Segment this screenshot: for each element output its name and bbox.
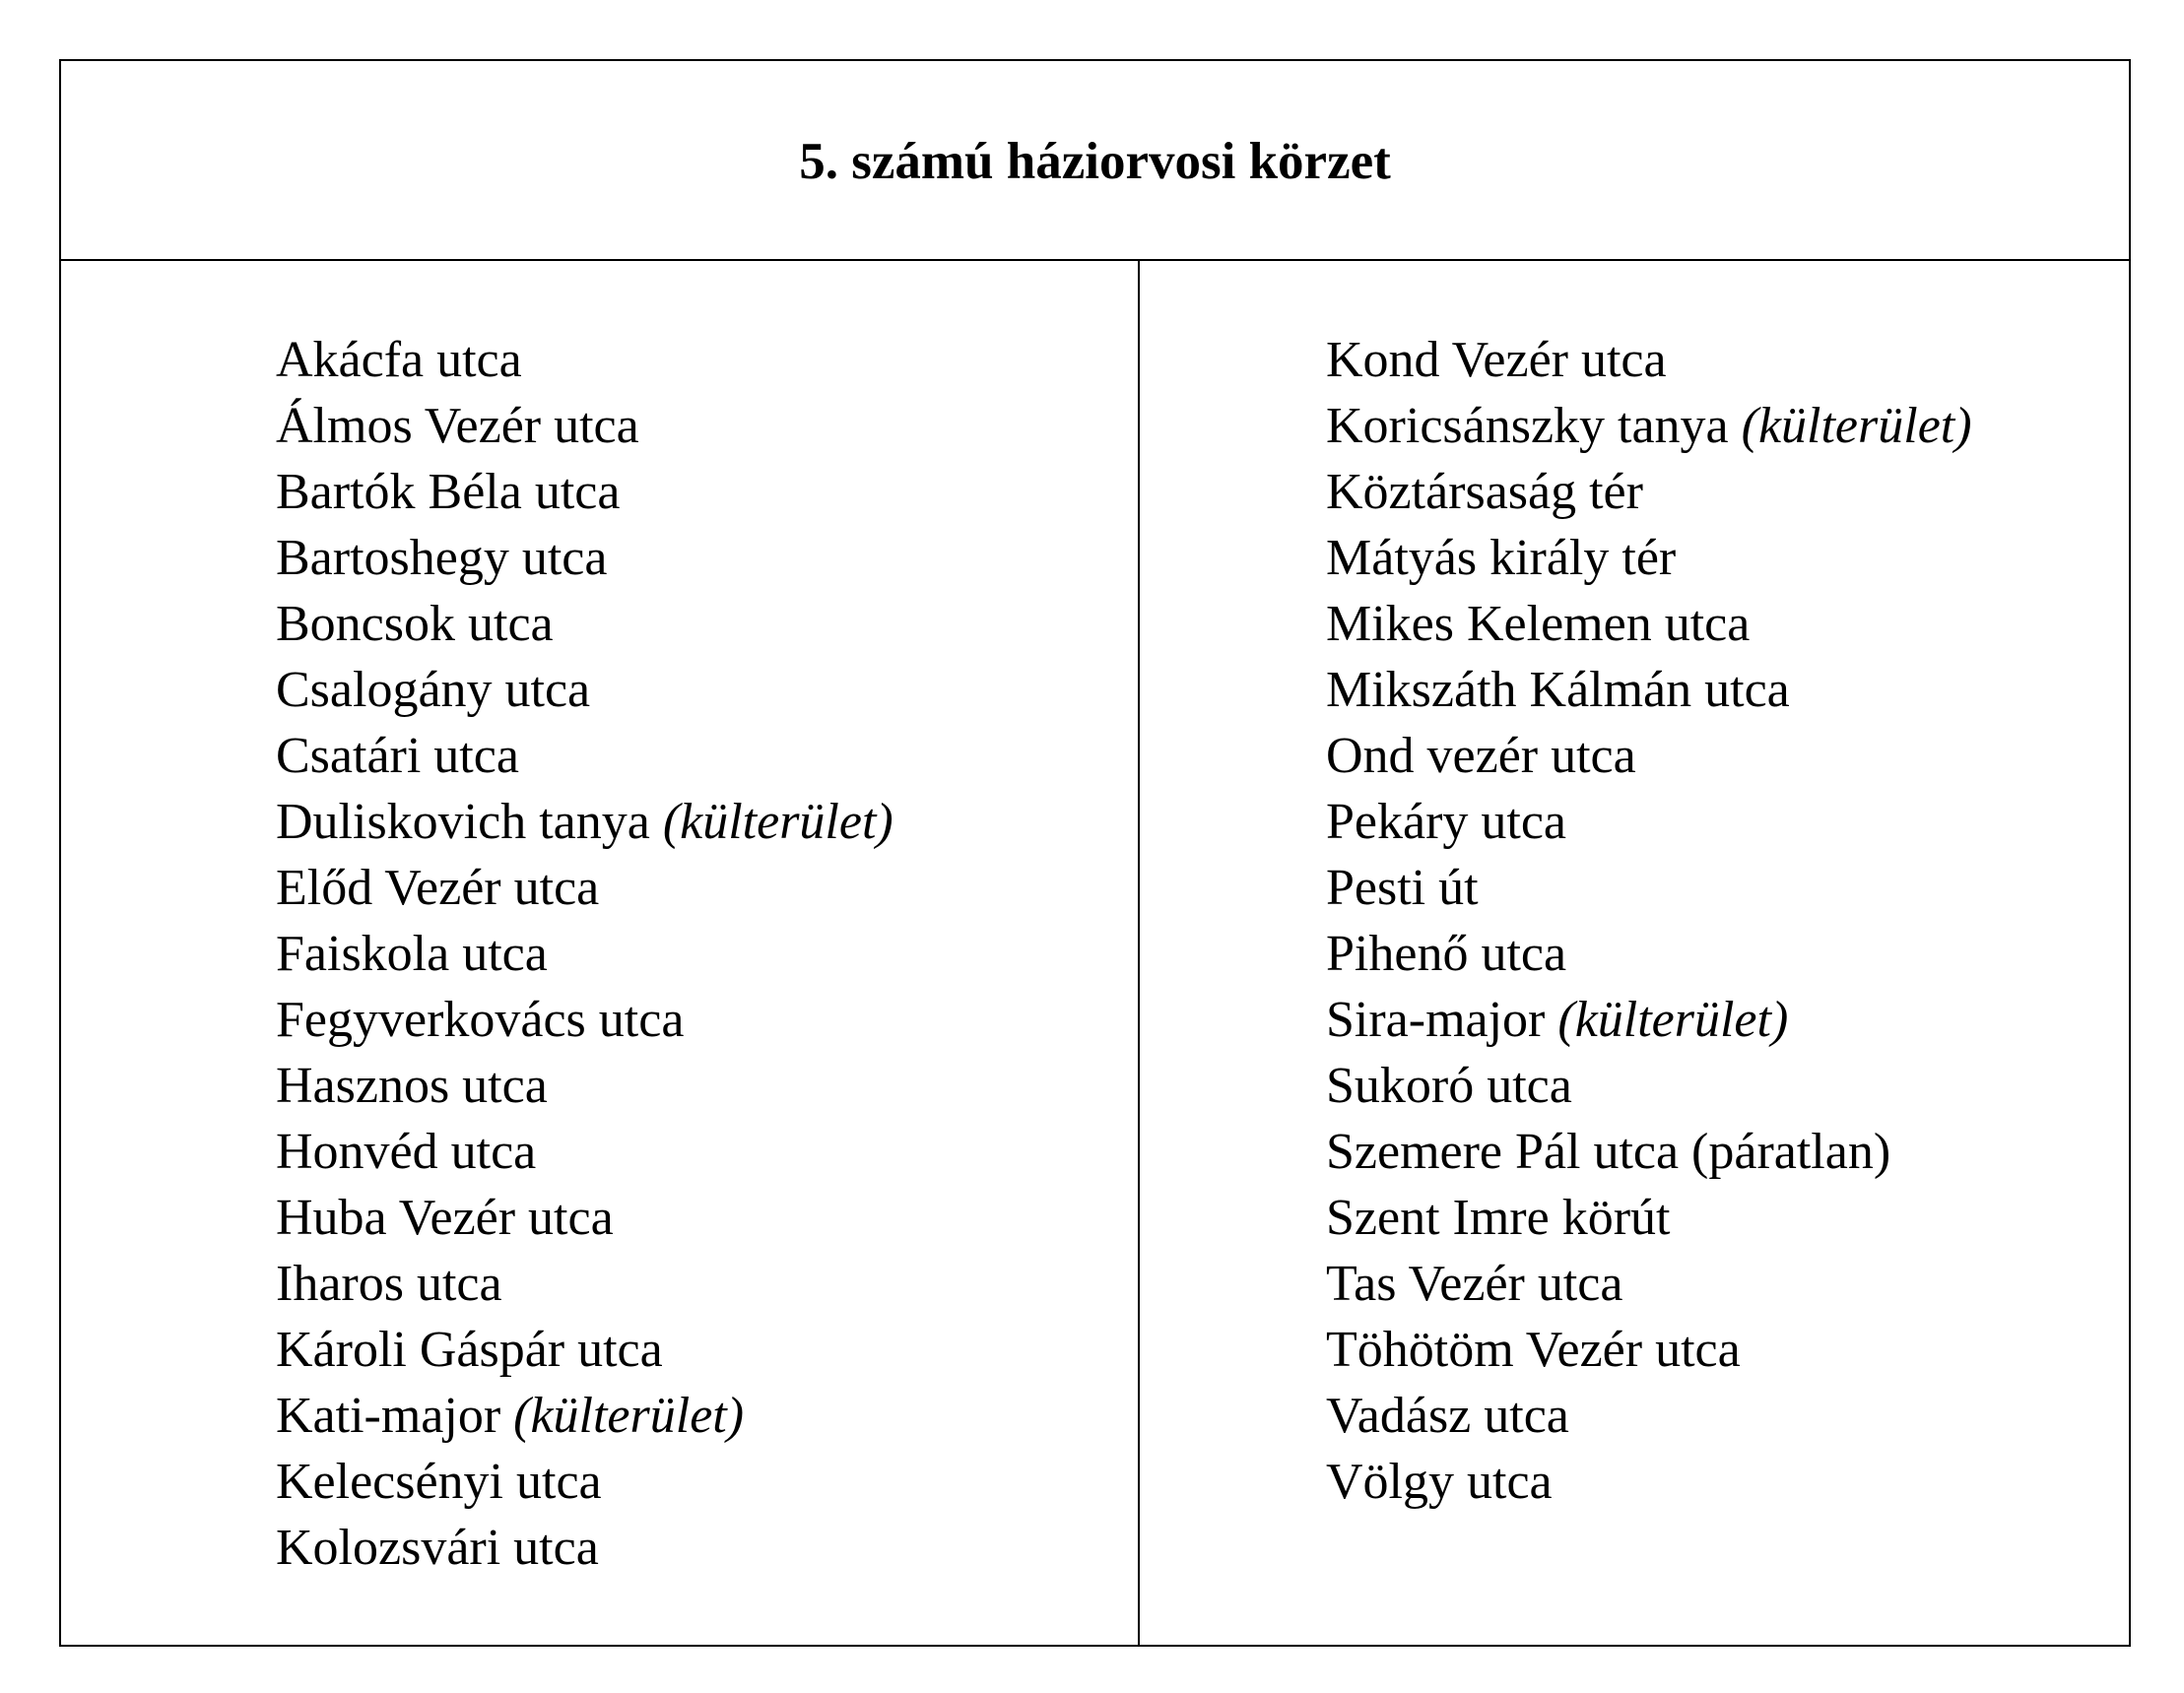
street-name: Sukoró utca	[1326, 1058, 1572, 1114]
street-item	[276, 1383, 893, 1449]
street-item	[276, 1053, 893, 1119]
street-name: Bartoshegy utca	[276, 530, 608, 586]
street-name: Honvéd utca	[276, 1124, 537, 1180]
street-item	[276, 657, 893, 723]
street-item	[276, 1317, 893, 1383]
street-item	[276, 525, 893, 591]
street-name: Fegyverkovács utca	[276, 992, 685, 1048]
street-item	[1326, 1185, 1972, 1251]
street-item	[1326, 327, 1972, 393]
street-item	[1326, 1251, 1972, 1317]
street-list-right	[1326, 327, 1972, 1515]
street-item	[276, 789, 893, 855]
district-table	[59, 59, 2131, 1647]
street-name: Szemere Pál utca (páratlan)	[1326, 1124, 1891, 1180]
street-name: Vadász utca	[1326, 1388, 1569, 1444]
street-name: Pesti út	[1326, 860, 1479, 916]
street-item	[1326, 987, 1972, 1053]
street-item	[1326, 1317, 1972, 1383]
street-item	[276, 591, 893, 657]
street-list-left	[276, 327, 893, 1581]
street-item	[276, 1449, 893, 1515]
street-name: Kond Vezér utca	[1326, 332, 1667, 388]
street-item	[1326, 1383, 1972, 1449]
street-note: (külterület)	[513, 1388, 745, 1444]
street-item	[1326, 657, 1972, 723]
street-name: Duliskovich tanya	[276, 794, 663, 850]
street-item	[276, 921, 893, 987]
street-item	[276, 1515, 893, 1581]
street-item	[276, 1119, 893, 1185]
street-name: Kelecsényi utca	[276, 1454, 602, 1510]
street-item	[1326, 393, 1972, 459]
street-item	[1326, 1449, 1972, 1515]
street-item	[1326, 1119, 1972, 1185]
street-item	[1326, 591, 1972, 657]
street-item	[276, 327, 893, 393]
street-name: Akácfa utca	[276, 332, 522, 388]
street-name: Álmos Vezér utca	[276, 398, 639, 454]
street-item	[1326, 789, 1972, 855]
street-name: Kolozsvári utca	[276, 1520, 599, 1576]
street-name: Mátyás király tér	[1326, 530, 1677, 586]
street-note: (külterület)	[662, 794, 893, 850]
street-item	[1326, 459, 1972, 525]
street-note: (külterület)	[1741, 398, 1972, 454]
street-name: Faiskola utca	[276, 926, 548, 982]
street-name: Károli Gáspár utca	[276, 1322, 663, 1378]
street-item	[1326, 723, 1972, 789]
street-item	[276, 393, 893, 459]
street-item	[276, 723, 893, 789]
street-name: Völgy utca	[1326, 1454, 1553, 1510]
street-name: Bartók Béla utca	[276, 464, 621, 520]
title-row	[61, 61, 2129, 261]
street-item	[1326, 525, 1972, 591]
street-name: Töhötöm Vezér utca	[1326, 1322, 1741, 1378]
street-name: Sira-major	[1326, 992, 1558, 1048]
street-name: Huba Vezér utca	[276, 1190, 614, 1246]
street-name: Pekáry utca	[1326, 794, 1567, 850]
street-name: Csatári utca	[276, 728, 519, 784]
street-name: Boncsok utca	[276, 596, 554, 652]
street-item	[1326, 921, 1972, 987]
street-name: Koricsánszky tanya	[1326, 398, 1742, 454]
street-name: Pihenő utca	[1326, 926, 1567, 982]
street-note: (külterület)	[1557, 992, 1789, 1048]
street-item	[276, 459, 893, 525]
street-item	[1326, 855, 1972, 921]
street-name: Tas Vezér utca	[1326, 1256, 1623, 1312]
street-name: Csalogány utca	[276, 662, 591, 718]
street-item	[276, 987, 893, 1053]
street-name: Iharos utca	[276, 1256, 502, 1312]
street-item	[276, 1185, 893, 1251]
street-name: Köztársaság tér	[1326, 464, 1643, 520]
street-name: Ond vezér utca	[1326, 728, 1636, 784]
street-name: Kati-major	[276, 1388, 514, 1444]
column-divider	[1138, 261, 1140, 1645]
street-name: Mikszáth Kálmán utca	[1326, 662, 1790, 718]
street-name: Előd Vezér utca	[276, 860, 600, 916]
street-name: Hasznos utca	[276, 1058, 548, 1114]
page-title: 5. számú háziorvosi körzet	[799, 133, 1391, 190]
street-item	[276, 855, 893, 921]
street-item	[1326, 1053, 1972, 1119]
street-name: Mikes Kelemen utca	[1326, 596, 1751, 652]
street-item	[276, 1251, 893, 1317]
street-name: Szent Imre körút	[1326, 1190, 1671, 1246]
